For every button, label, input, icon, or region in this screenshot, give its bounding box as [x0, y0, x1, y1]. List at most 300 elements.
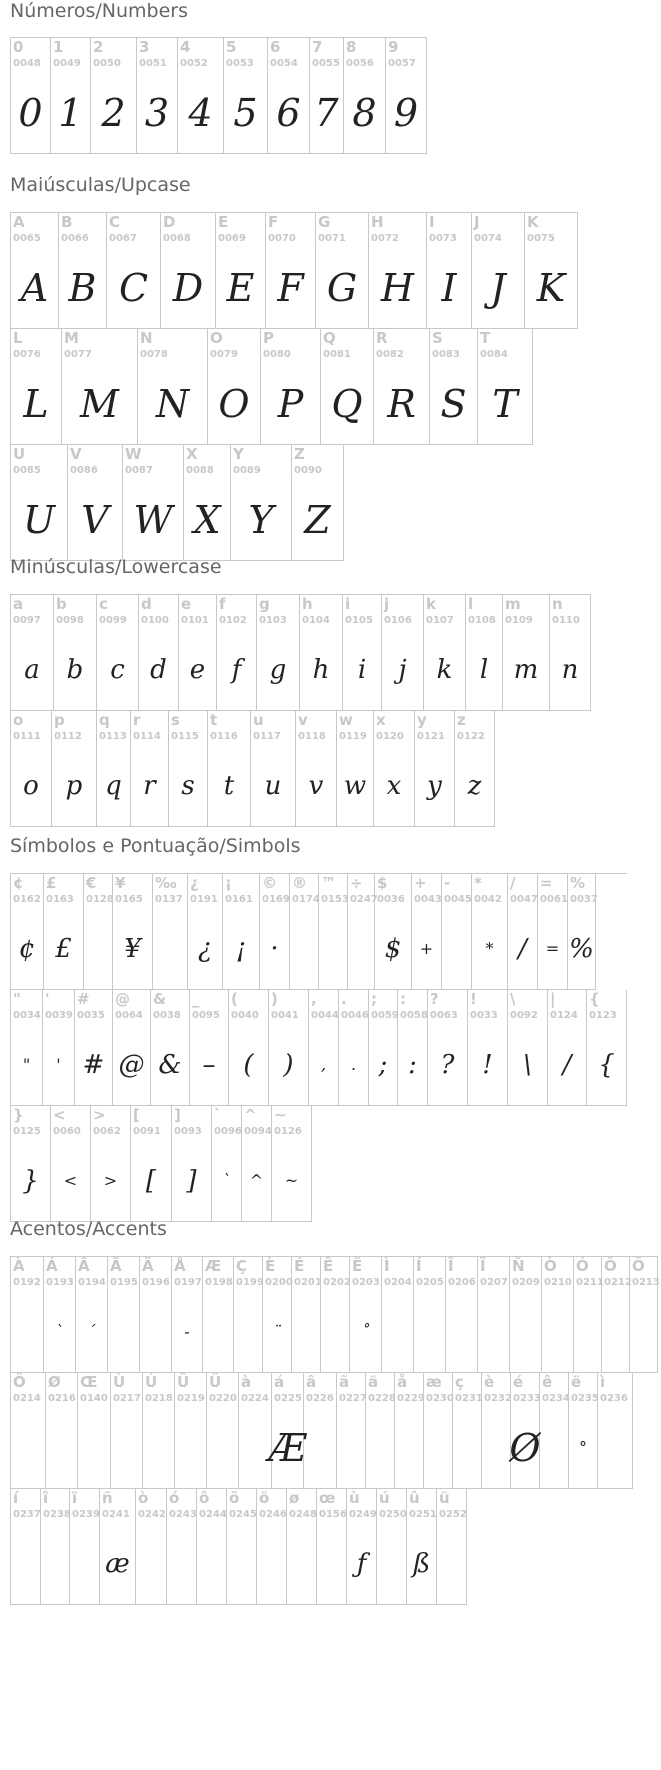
glyph-code: 0236	[600, 1393, 628, 1404]
glyph-code: 0071	[318, 233, 346, 244]
glyph-cell	[123, 445, 184, 561]
glyph-label: Ä	[142, 1257, 154, 1275]
glyph-row	[11, 213, 578, 329]
glyph-label: Ó	[576, 1257, 589, 1275]
glyph-cell	[415, 711, 455, 827]
glyph-cell	[54, 595, 97, 711]
glyph-sample: o	[23, 770, 39, 801]
glyph-cell	[310, 38, 344, 154]
glyph-label: E	[218, 213, 229, 231]
glyph-code: 0090	[294, 465, 322, 476]
glyph-code: 0230	[426, 1393, 454, 1404]
glyph-code: 0116	[210, 731, 238, 742]
glyph-label: +	[414, 874, 427, 892]
glyph-cell	[412, 874, 442, 990]
glyph-cell	[377, 1489, 407, 1605]
glyph-sample	[382, 1295, 413, 1368]
glyph-cell	[138, 329, 208, 445]
glyph-sample: 1	[58, 90, 83, 135]
glyph-code: 0245	[229, 1509, 257, 1520]
glyph-label: Ë	[352, 1257, 363, 1275]
glyph-label: Ø	[48, 1373, 61, 1391]
glyph-code: 0216	[48, 1393, 76, 1404]
glyph-sample	[153, 912, 187, 985]
glyph-sample: Q	[331, 381, 363, 426]
glyph-sample: -	[184, 1321, 190, 1341]
glyph-cell	[11, 1373, 46, 1489]
glyph-cell	[44, 874, 84, 990]
glyph-sample: ?	[440, 1049, 455, 1080]
glyph-cell	[97, 711, 131, 827]
glyph-label: i	[345, 595, 351, 613]
glyph-cell	[242, 1106, 272, 1222]
glyph-sample: ]	[186, 1165, 197, 1196]
glyph-code: 0239	[72, 1509, 100, 1520]
glyph-sample: g	[269, 654, 287, 685]
glyph-code: 0045	[444, 894, 472, 905]
glyph-cell	[260, 874, 290, 990]
glyph-label: 9	[388, 38, 399, 56]
glyph-cell	[217, 595, 257, 711]
glyph-cell	[178, 38, 224, 154]
glyph-cell	[508, 990, 548, 1106]
glyph-code: 0069	[218, 233, 246, 244]
glyph-label: I	[429, 213, 435, 231]
glyph-grid	[10, 1256, 658, 1605]
glyph-label: g	[259, 595, 270, 613]
glyph-code: 0047	[510, 894, 538, 905]
glyph-label: ^	[244, 1106, 257, 1124]
glyph-sample	[478, 1295, 509, 1368]
glyph-row	[11, 595, 591, 711]
glyph-code: 0033	[470, 1010, 498, 1021]
glyph-sample	[78, 1411, 110, 1484]
glyph-code: 0126	[274, 1126, 302, 1137]
glyph-sample	[319, 912, 347, 985]
glyph-cell	[317, 1489, 347, 1605]
glyph-cell	[510, 1257, 542, 1373]
glyph-code: 0235	[571, 1393, 599, 1404]
glyph-code: 0119	[339, 731, 367, 742]
glyph-cell	[321, 1257, 350, 1373]
glyph-cell	[525, 213, 578, 329]
glyph-sample: #	[82, 1049, 105, 1080]
glyph-label: G	[318, 213, 331, 231]
glyph-label: d	[141, 595, 152, 613]
glyph-label: ,	[311, 990, 317, 1008]
glyph-sample	[453, 1411, 481, 1484]
glyph-code: 0095	[192, 1010, 220, 1021]
glyph-code: 0077	[64, 349, 92, 360]
glyph-cell	[466, 595, 503, 711]
glyph-label: ã	[339, 1373, 350, 1391]
glyph-code: 0250	[379, 1509, 407, 1520]
glyph-code: 0085	[13, 465, 41, 476]
glyph-cell	[234, 1257, 263, 1373]
glyph-cell	[108, 1257, 140, 1373]
glyph-code: 0091	[133, 1126, 161, 1137]
glyph-code: 0037	[570, 894, 598, 905]
glyph-cell	[540, 1373, 569, 1489]
glyph-label: ¢	[13, 874, 24, 892]
glyph-code: 0237	[13, 1509, 41, 1520]
glyph-code: 0249	[349, 1509, 377, 1520]
glyph-label: Û	[177, 1373, 190, 1391]
glyph-sample: \	[523, 1049, 532, 1080]
glyph-code: 0197	[174, 1277, 202, 1288]
glyph-cell	[46, 1373, 78, 1489]
glyph-sample: d	[150, 654, 167, 685]
glyph-sample	[207, 1411, 238, 1484]
glyph-label: ë	[571, 1373, 582, 1391]
glyph-sample	[11, 1295, 43, 1368]
glyph-label: ø	[289, 1489, 300, 1507]
glyph-cell	[428, 990, 468, 1106]
glyph-sample: O	[218, 381, 250, 426]
glyph-sample	[366, 1411, 394, 1484]
glyph-sample: Z	[304, 497, 331, 542]
glyph-label: '	[45, 990, 50, 1008]
glyph-grid	[10, 594, 591, 827]
glyph-sample: Æ	[268, 1425, 307, 1470]
glyph-cell	[268, 1373, 307, 1489]
glyph-code: 0214	[13, 1393, 41, 1404]
glyph-sample: h	[312, 654, 330, 685]
glyph-code: 0252	[439, 1509, 467, 1520]
glyph-label: O	[210, 329, 223, 347]
glyph-label: f	[219, 595, 226, 613]
glyph-code: 0089	[233, 465, 261, 476]
glyph-label: m	[505, 595, 521, 613]
glyph-label: Í	[416, 1257, 422, 1275]
glyph-label: a	[13, 595, 24, 613]
glyph-cell	[290, 874, 319, 990]
glyph-code: 0096	[214, 1126, 242, 1137]
glyph-sample	[290, 912, 318, 985]
glyph-label: Î	[448, 1257, 454, 1275]
glyph-cell	[369, 213, 427, 329]
glyph-cell	[339, 990, 369, 1106]
glyph-label: s	[171, 711, 180, 729]
glyph-code: 0110	[552, 615, 580, 626]
glyph-code: 0212	[604, 1277, 632, 1288]
glyph-cell	[11, 329, 62, 445]
glyph-code: 0034	[13, 1010, 41, 1021]
glyph-cell	[11, 990, 43, 1106]
glyph-label: ‰	[155, 874, 177, 892]
glyph-label: œ	[319, 1489, 336, 1507]
glyph-sample: =	[545, 938, 560, 958]
glyph-cell	[398, 990, 428, 1106]
glyph-cell	[508, 874, 538, 990]
glyph-code: 0169	[262, 894, 290, 905]
glyph-cell	[442, 874, 472, 990]
glyph-label: ö	[259, 1489, 270, 1507]
glyph-label: Ü	[209, 1373, 222, 1391]
glyph-code: 0251	[409, 1509, 437, 1520]
glyph-cell	[309, 990, 339, 1106]
glyph-code: 0120	[376, 731, 404, 742]
glyph-cell	[97, 595, 139, 711]
glyph-code: 0057	[388, 58, 416, 69]
glyph-sample: z	[467, 770, 482, 801]
glyph-code: 0102	[219, 615, 247, 626]
glyph-label: R	[376, 329, 388, 347]
glyph-sample	[111, 1411, 142, 1484]
glyph-label: `	[214, 1106, 222, 1124]
glyph-sample	[317, 1527, 346, 1600]
glyph-cell	[75, 990, 113, 1106]
glyph-code: 0107	[426, 615, 454, 626]
glyph-sample	[227, 1527, 256, 1600]
glyph-sample: F	[277, 265, 304, 310]
glyph-code: 0062	[93, 1126, 121, 1137]
glyph-sample: £	[55, 933, 72, 964]
glyph-sample: u	[264, 770, 282, 801]
glyph-cell	[223, 874, 260, 990]
glyph-sample: t	[223, 770, 235, 801]
glyph-cell	[113, 990, 151, 1106]
glyph-label: .	[341, 990, 347, 1008]
glyph-code: 0111	[13, 731, 41, 742]
glyph-cell	[350, 1257, 382, 1373]
glyph-sample: {	[598, 1049, 615, 1080]
glyph-sample: a	[24, 654, 40, 685]
glyph-cell	[91, 38, 137, 154]
glyph-cell	[11, 1257, 44, 1373]
glyph-cell	[424, 595, 466, 711]
glyph-code: 0161	[225, 894, 253, 905]
glyph-cell	[366, 1373, 395, 1489]
glyph-cell	[76, 1257, 108, 1373]
glyph-code: 0238	[43, 1509, 71, 1520]
glyph-code: 0064	[115, 1010, 143, 1021]
glyph-cell	[11, 711, 52, 827]
glyph-label: K	[527, 213, 539, 231]
glyph-sample: :	[408, 1049, 417, 1080]
glyph-sample: B	[68, 265, 97, 310]
glyph-sample: ~	[284, 1170, 299, 1190]
glyph-sample	[395, 1411, 423, 1484]
glyph-cell	[574, 1257, 602, 1373]
glyph-sample	[348, 912, 374, 985]
glyph-code: 0232	[484, 1393, 512, 1404]
glyph-sample	[11, 1411, 45, 1484]
glyph-cell	[292, 445, 344, 561]
glyph-label: Ò	[544, 1257, 557, 1275]
glyph-label: -	[444, 874, 451, 892]
glyph-code: 0081	[323, 349, 351, 360]
glyph-label: n	[552, 595, 563, 613]
glyph-sample: ¨	[273, 1321, 281, 1341]
glyph-sample: ¿	[198, 933, 212, 964]
glyph-row	[11, 990, 627, 1106]
glyph-label: ì	[600, 1373, 606, 1391]
glyph-label: í	[13, 1489, 19, 1507]
glyph-cell	[414, 1257, 446, 1373]
glyph-label: ú	[379, 1489, 390, 1507]
glyph-cell	[216, 213, 266, 329]
glyph-label: (	[231, 990, 238, 1008]
glyph-label: S	[432, 329, 443, 347]
glyph-sample: 9	[393, 90, 419, 135]
glyph-code: 0092	[510, 1010, 538, 1021]
glyph-label: õ	[229, 1489, 240, 1507]
glyph-cell	[59, 213, 107, 329]
glyph-sample: [	[145, 1165, 157, 1196]
glyph-cell	[143, 1373, 175, 1489]
glyph-sample: R	[387, 381, 416, 426]
glyph-code: 0041	[271, 1010, 299, 1021]
glyph-label: /	[510, 874, 516, 892]
glyph-sample	[41, 1527, 69, 1600]
glyph-label: :	[400, 990, 406, 1008]
glyph-cell	[175, 1373, 207, 1489]
glyph-cell	[630, 1257, 658, 1373]
glyph-label: D	[163, 213, 176, 231]
glyph-label: 5	[226, 38, 237, 56]
glyph-label: b	[56, 595, 67, 613]
glyph-sample	[108, 1295, 139, 1368]
glyph-sample: T	[492, 381, 518, 426]
glyph-code: 0058	[400, 1010, 428, 1021]
glyph-code: 0109	[505, 615, 533, 626]
glyph-code: 0202	[323, 1277, 351, 1288]
glyph-cell	[151, 990, 190, 1106]
glyph-label: u	[253, 711, 264, 729]
glyph-label: j	[384, 595, 390, 613]
glyph-cell	[62, 329, 138, 445]
glyph-sample: ¥	[124, 933, 141, 964]
glyph-code: 0201	[294, 1277, 322, 1288]
glyph-sample: S	[440, 381, 467, 426]
glyph-label: æ	[426, 1373, 442, 1391]
glyph-cell	[179, 595, 217, 711]
glyph-cell	[113, 874, 153, 990]
glyph-code: 0165	[115, 894, 143, 905]
glyph-cell	[375, 874, 412, 990]
glyph-sample	[136, 1527, 166, 1600]
glyph-sample	[175, 1411, 206, 1484]
glyph-label: %	[570, 874, 586, 892]
glyph-cell	[382, 1257, 414, 1373]
glyph-label: Æ	[205, 1257, 222, 1275]
glyph-label: z	[457, 711, 466, 729]
glyph-sample: æ	[105, 1548, 130, 1579]
glyph-code: 0105	[345, 615, 373, 626]
glyph-cell	[407, 1489, 437, 1605]
glyph-code: 0075	[527, 233, 555, 244]
glyph-label: 1	[53, 38, 64, 56]
glyph-label: o	[13, 711, 24, 729]
glyph-label: Z	[294, 445, 305, 463]
glyph-sample	[287, 1527, 316, 1600]
glyph-sample	[424, 1411, 452, 1484]
glyph-sample: E	[226, 265, 255, 310]
glyph-sample: ¢	[18, 933, 36, 964]
glyph-code: 0209	[512, 1277, 540, 1288]
glyph-code: 0193	[46, 1277, 74, 1288]
glyph-label: ÷	[350, 874, 363, 892]
glyph-label: F	[268, 213, 279, 231]
glyph-cell	[550, 595, 591, 711]
glyph-cell	[568, 874, 596, 990]
glyph-cell	[227, 1489, 257, 1605]
glyph-cell	[374, 711, 415, 827]
glyph-label: ü	[439, 1489, 450, 1507]
glyph-cell	[68, 445, 123, 561]
glyph-cell	[337, 1373, 366, 1489]
glyph-code: 0048	[13, 58, 41, 69]
glyph-code: 0192	[13, 1277, 41, 1288]
glyph-sample	[442, 912, 471, 985]
glyph-cell	[131, 1106, 172, 1222]
glyph-code: 0066	[61, 233, 89, 244]
glyph-sample: G	[326, 265, 358, 310]
glyph-label: T	[480, 329, 491, 347]
glyph-label: 2	[93, 38, 104, 56]
glyph-sample: ˚	[361, 1321, 370, 1341]
glyph-label: V	[70, 445, 82, 463]
glyph-code: 0125	[13, 1126, 41, 1137]
glyph-row	[11, 874, 627, 990]
glyph-code: 0156	[319, 1509, 347, 1520]
glyph-grid	[10, 212, 578, 561]
glyph-label: r	[133, 711, 141, 729]
glyph-sample: P	[277, 381, 304, 426]
glyph-label: y	[417, 711, 427, 729]
glyph-label: €	[86, 874, 97, 892]
glyph-cell	[11, 38, 51, 154]
glyph-label: 6	[270, 38, 281, 56]
glyph-code: 0056	[346, 58, 374, 69]
glyph-sample	[70, 1527, 99, 1600]
glyph-sample: j	[398, 654, 407, 685]
glyph-label: "	[13, 990, 21, 1008]
glyph-cell	[11, 1106, 51, 1222]
glyph-cell	[344, 38, 386, 154]
glyph-label: w	[339, 711, 353, 729]
glyph-code: 0248	[289, 1509, 317, 1520]
glyph-sample: U	[22, 497, 56, 542]
glyph-label: U	[13, 445, 26, 463]
glyph-cell	[472, 874, 508, 990]
glyph-code: 0080	[263, 349, 291, 360]
glyph-sample	[203, 1295, 233, 1368]
glyph-label: Ô	[604, 1257, 617, 1275]
glyph-code: 0231	[455, 1393, 483, 1404]
glyph-cell	[161, 213, 216, 329]
glyph-cell	[251, 711, 296, 827]
glyph-label: W	[125, 445, 142, 463]
glyph-sample: ·	[270, 933, 279, 964]
glyph-label: ó	[169, 1489, 180, 1507]
glyph-cell	[169, 711, 208, 827]
glyph-label: È	[265, 1257, 276, 1275]
glyph-cell	[343, 595, 382, 711]
glyph-code: 0098	[56, 615, 84, 626]
glyph-code: 0115	[171, 731, 199, 742]
glyph-code: 0199	[236, 1277, 264, 1288]
glyph-cell	[137, 38, 178, 154]
glyph-grid	[10, 873, 627, 1222]
glyph-cell	[153, 874, 188, 990]
glyph-code: 0162	[13, 894, 41, 905]
glyph-code: 0038	[153, 1010, 181, 1021]
glyph-row	[11, 38, 427, 154]
glyph-cell	[212, 1106, 242, 1222]
glyph-cell	[292, 1257, 321, 1373]
